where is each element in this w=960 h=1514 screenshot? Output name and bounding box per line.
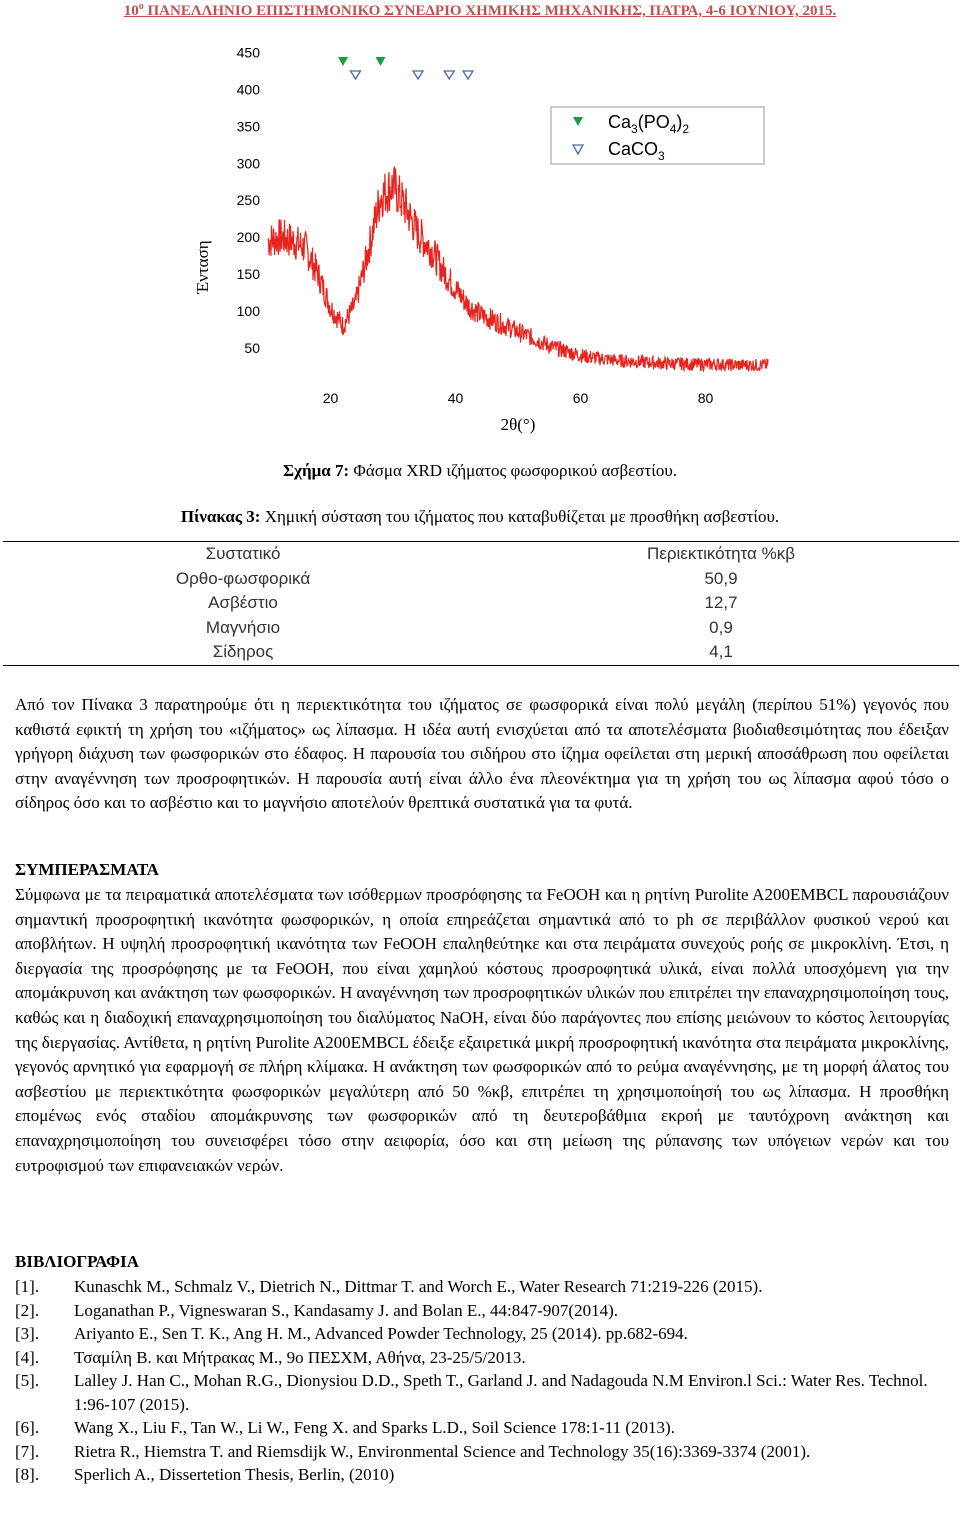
legend-ca3po4-label: $Ca_3(PO_4)_2$ xyxy=(608,112,690,136)
reference-number: [6]. xyxy=(15,1418,40,1437)
header-component: Συστατικό xyxy=(3,542,483,567)
x-axis-label: 2θ(°) xyxy=(500,415,536,434)
y-axis xyxy=(237,44,261,356)
phase-markers xyxy=(338,57,473,79)
table-row xyxy=(3,616,959,641)
table-row xyxy=(3,640,959,665)
legend-caco3-label: CaCO$_3$ xyxy=(608,139,665,163)
y-tick-label: 100 xyxy=(236,303,260,320)
cell-value: 50,9 xyxy=(704,568,738,588)
figure-caption-text: Φάσμα XRD ιζήματος φωσφορικού ασβεστίου. xyxy=(349,461,677,480)
reference-text: Τσαμίλη Β. και Μήτρακας Μ., 9ο ΠΕΣΧΜ, Αθήνα, 23-25/5/2013. xyxy=(74,1347,526,1367)
ca3po4-peak-marker xyxy=(376,57,386,66)
xrd-chart xyxy=(180,35,780,440)
references-heading: ΒΙΒΛΙΟΓΡΑΦΙΑ xyxy=(15,1252,140,1271)
x-tick-label: 60 xyxy=(572,390,589,406)
y-tick-label: 50 xyxy=(244,340,260,357)
reference-item xyxy=(15,1346,949,1370)
reference-text: Wang X., Liu F., Tan W., Li W., Feng X. and Sparks L.D., Soil Science 178:1-11 (2013). xyxy=(74,1418,675,1437)
cell-component: Μαγνήσιο xyxy=(205,617,281,637)
cell-component: Ασβέστιο xyxy=(208,593,278,612)
ca3po4-peak-marker xyxy=(338,57,348,66)
reference-text: Ariyanto E., Sen T. K., Ang H. M., Advanced Powder Technology, 25 (2014). pp.682-694. xyxy=(74,1324,688,1343)
results-paragraph: Από τον Πίνακα 3 παρατηρούμε ότι η περιεκτικότητα του ιζήματος σε φωσφορικά είναι πολύ μεγάλη (περίπου 51%) γεγονός που καθιστά εφικτή τη χρήση του «ιζήματος» ως λίπασμα. Η ιδέα αυτή ενισχύεται από τα αποτελέσματα βιοδιαθεσιμότητας που έδειξαν γρήγορη διάχυση των φωσφορικών στο έδαφος. Η παρουσία του σιδήρου στο ίζημα οφείλεται στη μερική αποσάθρωση που οφείλεται στην αναγέννηση των προσροφητικών. Η παρουσία αυτή είναι άλλο ένα πλεονέκτημα για τη χρήση του ως λίπασμα αφού τόσο ο σίδηρος όσο και το ασβέστιο και το μαγνήσιο αποτελούν θρεπτικά συστατικά για τα φυτά. xyxy=(15,695,949,813)
header-number: 10 xyxy=(123,3,139,19)
reference-number: [8]. xyxy=(15,1465,40,1484)
table-caption-label: Πίνακας 3: xyxy=(180,507,261,526)
figure-caption xyxy=(0,461,960,481)
caco3-peak-marker xyxy=(351,71,361,79)
composition-table xyxy=(3,541,959,666)
reference-number: [7]. xyxy=(15,1441,40,1461)
reference-item xyxy=(15,1299,949,1323)
x-axis xyxy=(323,390,714,406)
y-axis-label: Ένταση xyxy=(193,240,212,294)
y-tick-label: 300 xyxy=(236,155,260,172)
header-ordinal: ο xyxy=(138,1,144,12)
table-caption xyxy=(0,507,960,527)
caco3-peak-marker xyxy=(463,71,473,79)
reference-text: Loganathan P., Vigneswaran S., Kandasamy J. and Bolan E., 44:847-907(2014). xyxy=(74,1300,618,1320)
figure-caption-label: Σχήμα 7: xyxy=(283,461,350,480)
y-tick-label: 250 xyxy=(236,192,260,209)
reference-number: [1]. xyxy=(15,1277,40,1296)
cell-value: 4,1 xyxy=(483,640,959,665)
table-row xyxy=(3,567,959,592)
y-tick-label: 450 xyxy=(236,44,260,61)
x-tick-label: 80 xyxy=(697,390,714,406)
reference-number: [5]. xyxy=(15,1371,40,1390)
reference-text: Sperlich A., Dissertetion Thesis, Berlin, (2010) xyxy=(74,1465,395,1484)
caco3-peak-marker xyxy=(413,71,423,79)
xrd-series-line xyxy=(268,167,768,372)
cell-component: Σίδηρος xyxy=(3,640,483,665)
cell-value: 12,7 xyxy=(704,593,738,612)
reference-number: [3]. xyxy=(15,1324,40,1343)
y-tick-label: 150 xyxy=(236,266,260,283)
reference-item xyxy=(15,1440,949,1464)
table-row xyxy=(3,591,959,616)
conclusions-heading: ΣΥΜΠΕΡΑΣΜΑΤΑ xyxy=(15,860,159,879)
reference-text: Kunaschk M., Schmalz V., Dietrich N., Dittmar T. and Worch E., Water Research 71:219-226 (2015). xyxy=(74,1277,763,1296)
reference-item xyxy=(15,1369,949,1416)
reference-number: [2]. xyxy=(15,1300,40,1320)
reference-text: Lalley J. Han C., Mohan R.G., Dionysiou D.D., Speth T., Garland J. and Nadagouda N.M Environ.l Sci.: Water Res. Technol. 1:96-107 (2015). xyxy=(74,1371,928,1414)
reference-number: [4]. xyxy=(15,1347,40,1367)
reference-text: Rietra R., Hiemstra T. and Riemsdijk W., Environmental Science and Technology 35(16):3369-3374 (2001). xyxy=(74,1441,811,1461)
legend xyxy=(551,107,764,164)
reference-item xyxy=(15,1322,949,1346)
header-text: ΠΑΝΕΛΛΗΝΙΟ ΕΠΙΣΤΗΜΟΝΙΚΟ ΣΥΝΕΔΡΙΟ ΧΗΜΙΚΗΣ ΜΗΧΑΝΙΚΗΣ, ΠΑΤΡΑ, 4-6 ΙΟΥΝΙΟΥ, 2015. xyxy=(143,3,837,19)
y-tick-label: 400 xyxy=(236,81,260,98)
cell-component: Ορθο-φωσφορικά xyxy=(175,568,311,588)
x-tick-label: 40 xyxy=(447,390,464,406)
x-tick-label: 20 xyxy=(322,390,339,406)
y-tick-label: 350 xyxy=(236,118,260,135)
table-caption-text: Χημική σύσταση του ιζήματος που καταβυθίζεται με προσθήκη ασβεστίου. xyxy=(260,507,780,526)
cell-value: 0,9 xyxy=(709,617,733,637)
caco3-peak-marker xyxy=(444,71,454,79)
references-list xyxy=(15,1275,949,1487)
conference-header xyxy=(0,1,960,20)
table-header-row xyxy=(3,542,959,567)
conclusions-paragraph: Σύμφωνα με τα πειραματικά αποτελέσματα των ισόθερμων προσρόφησης τα FeOOH και η ρητίνη Purolite A200EMBCL παρουσιάζουν σημαντική προσροφητική ικανότητα φωσφορικών, η οποία επηρεάζεται σημαντικά από το ph σε περιβάλλον φυσικού νερού και αποβλήτων. Η υψηλή προσροφητική ικανότητα των FeOOH επαληθεύτηκε και στα πειράματα συνεχούς ροής σε μικροκλίνη. Έτσι, η διεργασία της προσρόφησης με τα FeOOH, που είναι χαμηλού κόστους προσροφητικά υλικά, είναι πολλά υποσχόμενη για την απομάκρυνση και ανάκτηση των φωσφορικών. Η αναγέννηση των προσροφητικών υλικών που επιτρέπει την επαναχρησιμοποίηση τους, καθώς και η διαδοχική επαναχρησιμοποίηση του διαλύματος NaOH, είναι δύο παράγοντες που επίσης μειώνουν το κόστος λειτουργίας της διεργασίας. Αντίθετα, η ρητίνη Purolite A200EMBCL έδειξε εξαιρετικά μικρή προσροφητική ικανότητα στα πειράματα μικροκλίνης, γεγονός αρνητικό για εφαρμογή σε πλήρη κλίμακα. Η ανάκτηση των φωσφορικών από το ρεύμα αναγέννησης, με τη μορφή άλατος του ασβεστίου με περιεκτικότητα φωσφορικών μεγαλύτερη από 50 %κβ, επιτρέπει τη χρησιμοποίησή του ως λίπασμα. Η προσθήκη επομένως ενός σταδίου απομάκρυνσης των φωσφορικών από τη δευτεροβάθμια εκροή με ταυτόχρονη ανάκτηση και επαναχρησιμοποίηση του συνεισφέρει τόσο στην αειφορία, όσο και στη μείωση της ρύπανσης των υπόγειων νερών και του ευτροφισμού των επιφανειακών νερών. xyxy=(15,885,949,1175)
header-content: Περιεκτικότητα %κβ xyxy=(483,542,959,567)
y-tick-label: 200 xyxy=(236,229,260,246)
reference-item xyxy=(15,1463,949,1487)
reference-item xyxy=(15,1275,949,1299)
reference-item xyxy=(15,1416,949,1440)
